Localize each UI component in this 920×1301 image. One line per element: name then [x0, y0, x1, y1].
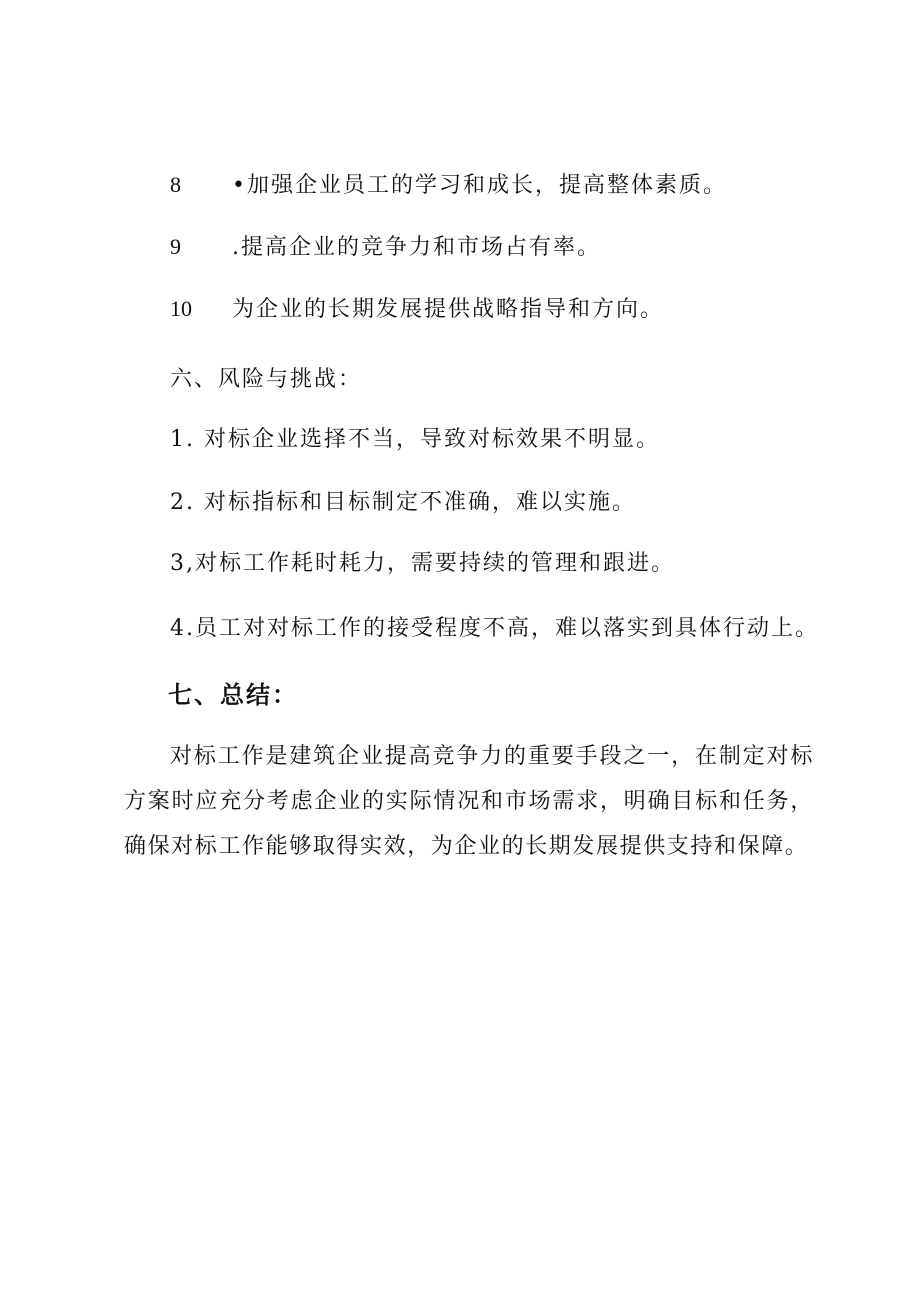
risk-item-4: 4.员工对对标工作的接受程度不高，难以落实到具体行动上。 [170, 616, 819, 641]
list-item-8 [170, 170, 727, 201]
risk-item-1: 1. 对标企业选择不当，导致对标效果不明显。 [170, 427, 660, 452]
list-number: 8 [170, 172, 181, 197]
list-text: •加强企业员工的学习和成长，提高整体素质。 [232, 173, 727, 198]
summary-paragraph: 对标工作是建筑企业提高竞争力的重要手段之一，在制定对标方案时应充分考虑企业的实际情况和市场需求，明确目标和任务，确保对标工作能够取得实效，为企业的长期发展提供支持和保障。 [124, 744, 814, 859]
risk-item-3: 3,对标工作耗时耗力，需要持续的管理和跟进。 [170, 551, 675, 576]
section-six-heading: 六、风险与挑战： [170, 367, 363, 392]
list-text: 为企业的长期发展提供战略指导和方向。 [232, 297, 665, 322]
list-text: .提高企业的竞争力和市场占有率。 [232, 235, 601, 260]
risk-item-2: 2. 对标指标和目标制定不准确，难以实施。 [170, 490, 636, 515]
list-number: 9 [170, 234, 181, 259]
list-number: 10 [170, 296, 192, 321]
list-item-9 [170, 232, 601, 263]
list-item-10 [170, 294, 664, 325]
section-seven-heading: 七、总结： [168, 681, 298, 709]
